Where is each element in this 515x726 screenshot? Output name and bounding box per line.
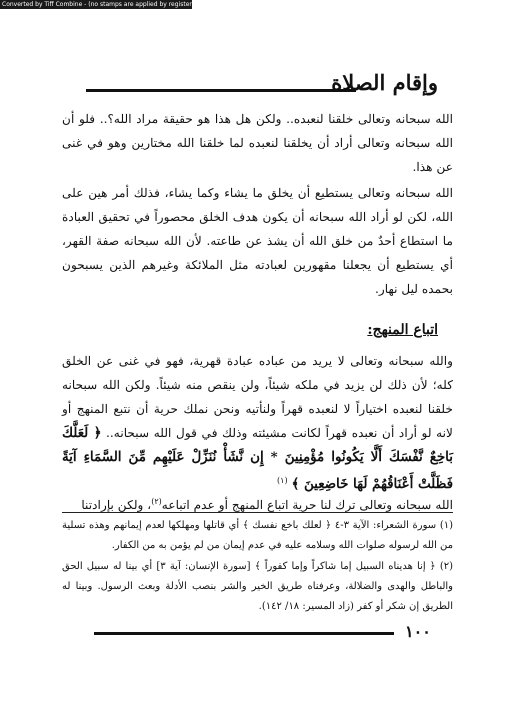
section-heading: اتباع المنهج: (367, 322, 438, 338)
paragraph-4-text: الله سبحانه وتعالى ترك لنا حرية اتباع المنهج أو عدم اتباعه (161, 498, 453, 513)
paragraph-4-end: ، ولكن بإرادتنا (81, 498, 152, 513)
footer-rule (94, 632, 394, 635)
paragraph-1: الله سبحانه وتعالى خلقنا لنعبده.. ولكن هل هذا هو حقيقة مراد الله؟.. فلو أن الله سبحانه وتعالى أراد أن يخلقنا لنعبده لما خلقنا الله مختارين وهو في غنى عن هذا. (62, 112, 453, 174)
paragraph-4 (62, 490, 453, 517)
converter-stamp: Converted by Tiff Combine - (no stamps are applied by registered version) (2, 1, 226, 8)
paragraph-3 (62, 349, 453, 496)
footnote-2: (٢) ﴿ إنا هديناه السبيل إما شاكراً وإما كفوراً ﴾ [سورة الإنسان: آية ٣] أي بينا له سبيل الحق والباطل والهدى والضلالة، وعرفناه طريق الخير والشر بنصب الأدلة وبعث الرسول. وبينا له الطريق إن شكر أو كفر (زاد المسير: ١٨/ ١٤٢). (62, 561, 454, 612)
footnote-ref-1: (١) (277, 476, 288, 485)
running-header-title: وإقام الصلاة (331, 70, 438, 95)
page-number: ١٠٠ (405, 622, 431, 641)
header-rule (86, 89, 356, 92)
footnote-ref-2: (٢) (151, 497, 162, 506)
footnote-divider (62, 512, 453, 513)
quran-verse: ﴿ لَعَلَّكَ بَاخِعٌ نَّفْسَكَ أَلَّا يَكُونُوا مُؤْمِنِينَ * إِن نَّشَأْ نُنَزِّلْ عَلَيْهِم مِّنَ السَّمَاءِ آيَةً فَظَلَّتْ أَعْنَاقُهُمْ لَهَا خَاضِعِينَ ﴾ (62, 425, 453, 493)
paragraph-3-text: والله سبحانه وتعالى لا يريد من عباده عبادة قهرية، فهو في غنى عن الخلق كله؛ لأن ذلك لن يزيد في ملكه شيئاً، ولن ينقص منه شيئاً. ولكن الله سبحانه خلقنا لنعبده اختياراً لا لنعبده قهراً ولنأتيه ونحن نملك حرية أن نتبع المنهج أو لانه لو أراد أن نعبده قهراً لكانت مشيئته وذلك في قول الله سبحانه.. (62, 354, 454, 440)
paragraph-2: الله سبحانه وتعالى يستطيع أن يخلق ما يشاء وكما يشاء، فذلك أمر هين على الله، لكن لو أراد الله سبحانه أن يكون هدف الخلق محصوراً في تحقيق العبادة ما استطاع أحدٌ من خلق الله أن يشذ عن طاعته. لأن الله سبحانه صفة القهر، أي يستطيع أن يجعلنا مقهورين لعبادته مثل الملائكة وغيرهم الذين يسبحون بحمده ليل نهار. (62, 186, 453, 296)
footnote-1: (١) سورة الشعراء: الآية ٣-٤ ﴿ لعلك باخع نفسك ﴾ أي قاتلها ومهلكها لعدم إيمانهم وهذه تسلية من الله لرسوله صلوات الله وسلامه عليه في عدم إيمان من لم يؤمن به من الكفار. (62, 520, 453, 551)
